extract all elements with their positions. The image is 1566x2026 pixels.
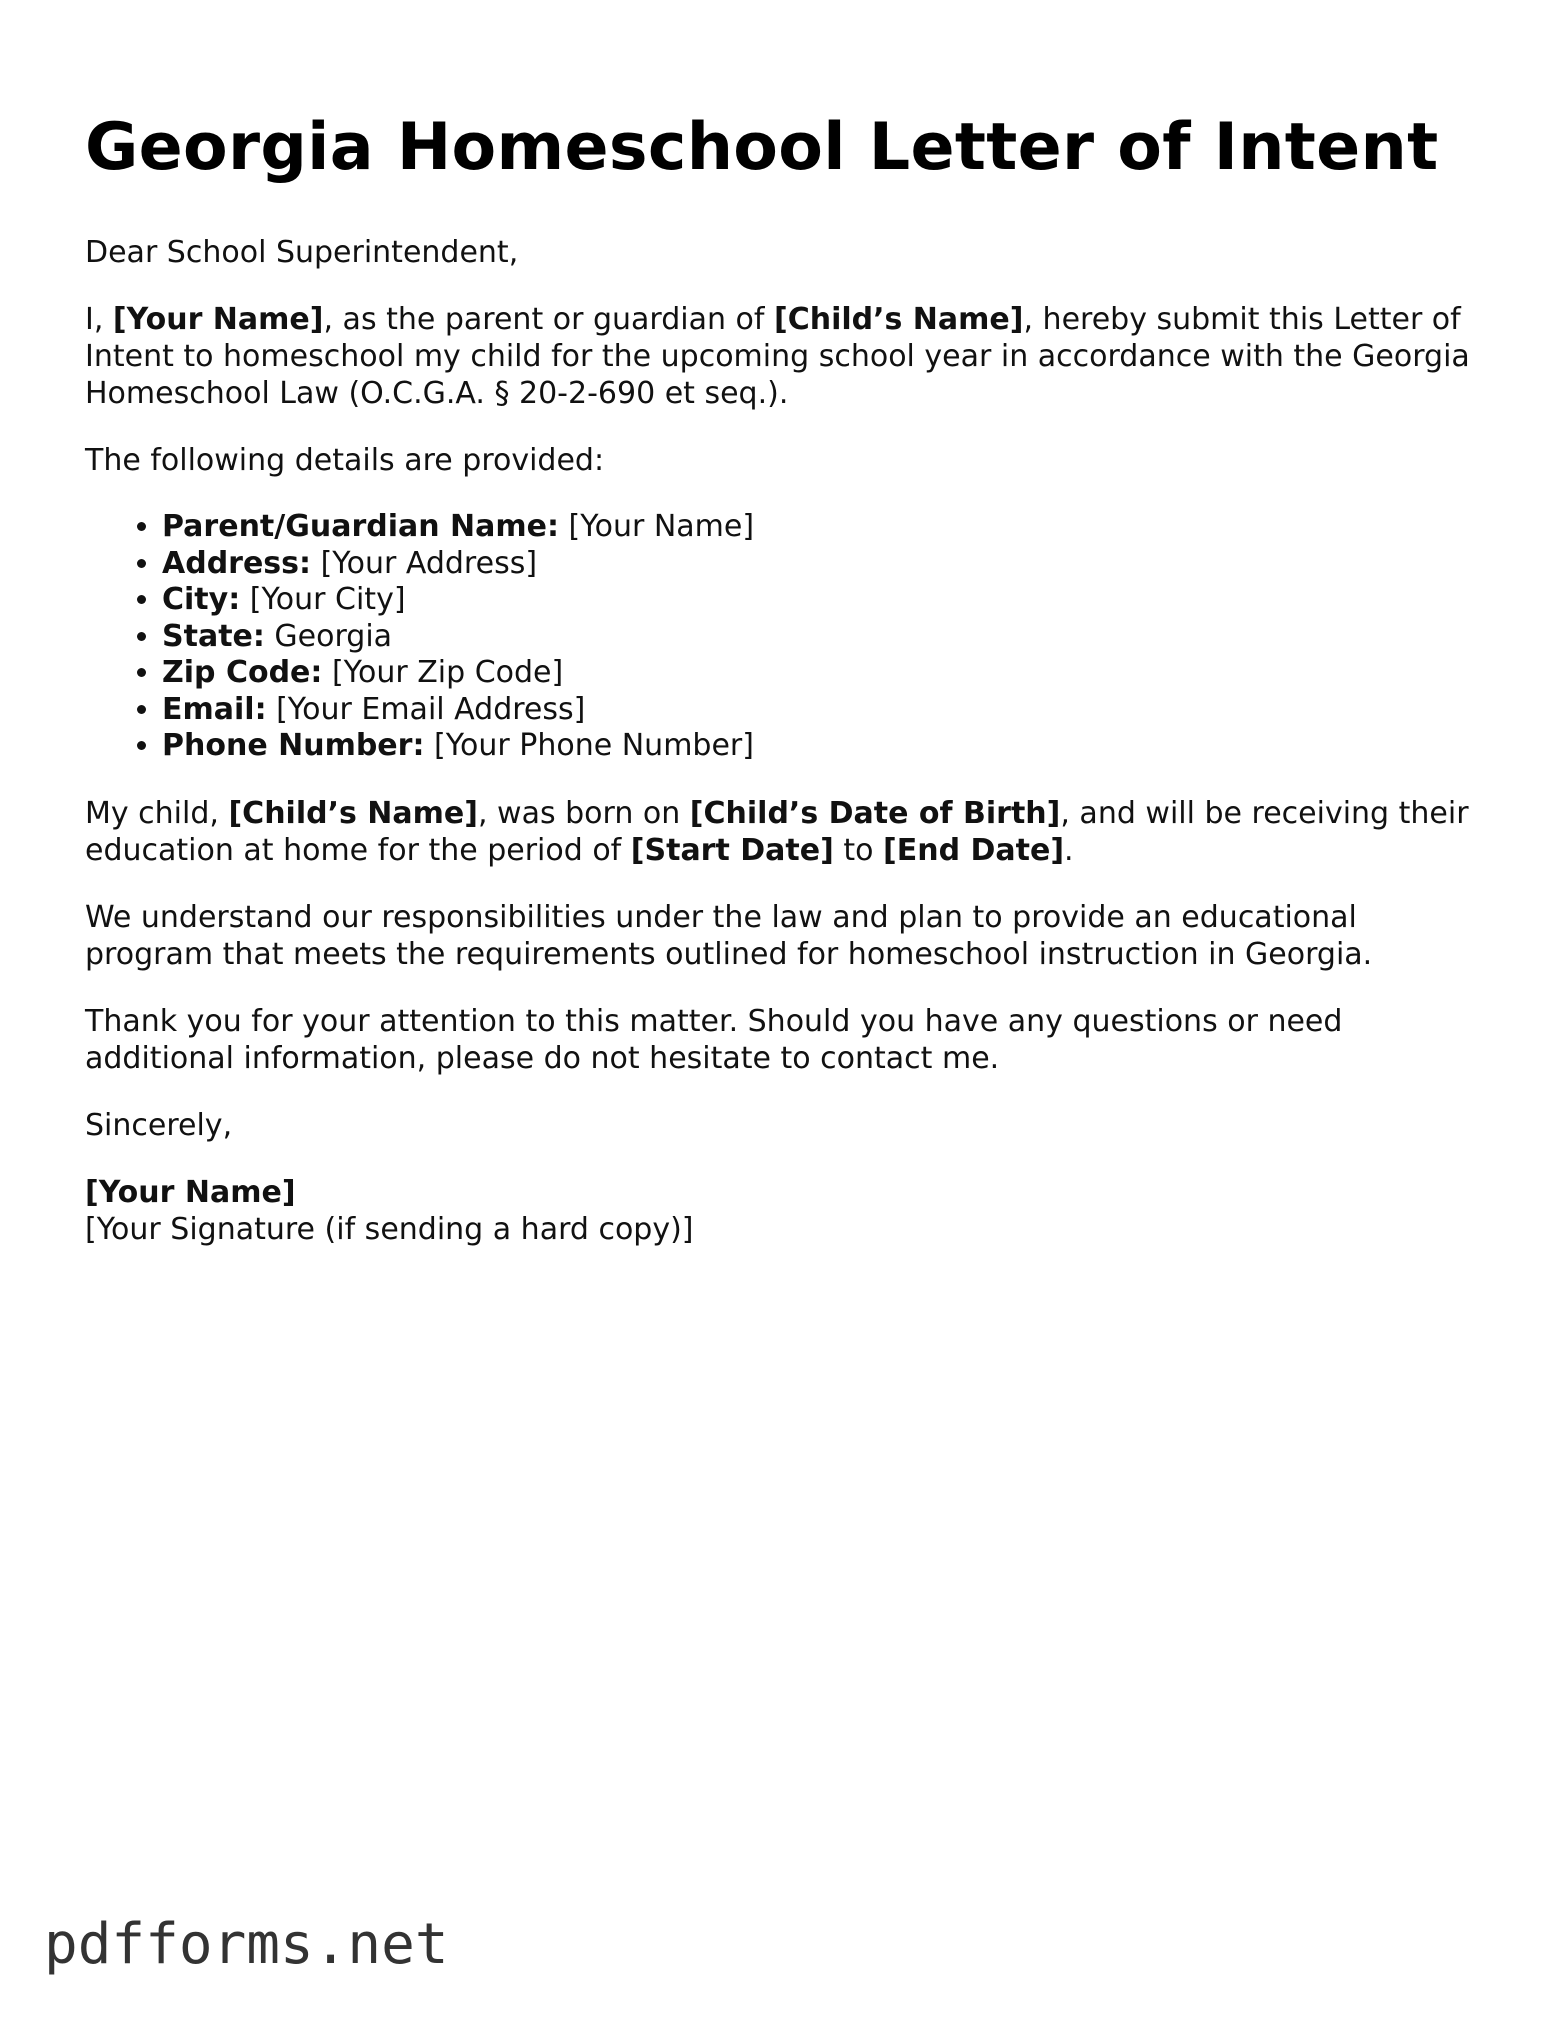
detail-label: Address: [162, 545, 312, 581]
intro-your-name: [Your Name] [112, 302, 324, 337]
child-dob: [Child’s Date of Birth] [689, 795, 1061, 831]
list-item [162, 509, 1485, 546]
detail-value: [Your Zip Code] [322, 655, 564, 690]
letter-page [85, 108, 1485, 1248]
footer-watermark: pdfforms.net [44, 1912, 449, 1977]
detail-label: City: [162, 582, 241, 617]
child-text-3: , and will be receiving their education at home for the period of [85, 795, 1469, 868]
list-item [162, 728, 1485, 765]
details-intro: The following details are provided: [85, 443, 605, 478]
intro-text-3: , hereby submit this Letter of Intent to homeschool my child for the upcoming school year in accordance with the Georgia Homeschool Law (O.C.G.A. § 20-2-690 et seq.). [85, 302, 1470, 411]
intro-paragraph [85, 301, 1485, 412]
start-date: [Start Date] [630, 832, 834, 868]
intro-text-1: I, [85, 302, 113, 337]
signature-line: [Your Signature (if sending a hard copy)] [85, 1211, 694, 1247]
list-item [162, 582, 1485, 619]
child-text-2: , was born on [477, 795, 690, 831]
child-text-4: to [833, 832, 884, 868]
detail-label: State: [162, 618, 265, 654]
detail-value: [Your City] [240, 582, 406, 617]
detail-value: [Your Name] [559, 509, 755, 544]
responsibility-paragraph: We understand our responsibilities under the law and plan to provide an educational program that meets the requirements outlined for homeschool instruction in Georgia. [85, 899, 1373, 972]
child-name: [Child’s Name] [228, 795, 478, 831]
detail-label: Email: [162, 691, 267, 727]
details-list [85, 509, 1485, 765]
thanks-paragraph: Thank you for your attention to this matter. Should you have any questions or need additional information, please do not hesitate to contact me. [85, 1003, 1343, 1076]
intro-text-2: , as the parent or guardian of [323, 302, 774, 337]
detail-label: Phone Number: [162, 728, 425, 763]
signature-block [85, 1174, 1485, 1248]
salutation: Dear School Superintendent, [85, 235, 519, 270]
closing: Sincerely, [85, 1107, 233, 1143]
detail-label: Zip Code: [162, 655, 323, 690]
list-item [162, 546, 1485, 583]
list-item [162, 692, 1485, 729]
end-date: [End Date] [883, 832, 1065, 868]
detail-value: [Your Address] [311, 545, 538, 581]
detail-value: [Your Email Address] [266, 691, 586, 727]
intro-child-name: [Child’s Name] [773, 302, 1024, 337]
list-item [162, 655, 1485, 692]
child-text-1: My child, [85, 795, 229, 831]
child-text-5: . [1064, 832, 1074, 868]
child-paragraph [85, 795, 1485, 869]
list-item [162, 619, 1485, 656]
detail-value: [Your Phone Number] [424, 728, 754, 763]
detail-label: Parent/Guardian Name: [162, 509, 560, 544]
page-title: Georgia Homeschool Letter of Intent [85, 110, 1439, 185]
detail-value: Georgia [264, 618, 393, 654]
signature-name: [Your Name] [85, 1174, 296, 1210]
